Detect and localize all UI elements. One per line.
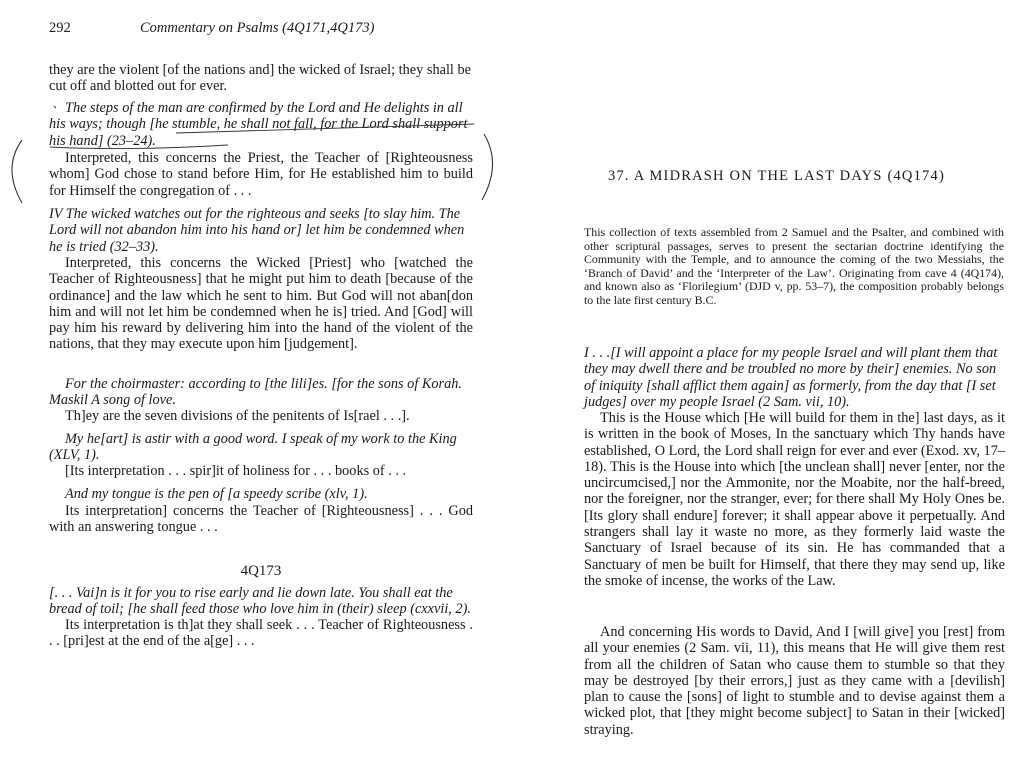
quotation: For the choirmaster: according to [the lili]es. [for the sons of Korah. Maskil A song of love.: [49, 376, 462, 409]
introduction: This collection of texts assembled from 2 Samuel and the Psalter, and combined with other scriptural passages, serves to present the sectarian doctrine identifying the Community with the Temple, and to announce the coming of the two Messiahs, the ‘Branch of David’ and the ‘Interpreter of the Law’. Originating from cave 4 (4Q174), and known also as ‘Florilegium’ (DJD v, pp. 53–7), the composition probably belongs to the late first century B.C.: [584, 225, 1004, 307]
section-heading: 37. A MIDRASH ON THE LAST DAYS (4Q174): [608, 168, 945, 184]
quotation: IV The wicked watches out for the righteous and seeks [to slay him. The Lord will not abandon him into his hand or] let him be condemned when he is tried (32–33).: [49, 206, 465, 255]
quotation: My he[art] is astir with a good word. I speak of my work to the King (XLV, 1).: [49, 431, 457, 464]
page-number: 292: [49, 20, 71, 36]
paragraph: Its interpretation is th]at they shall seek . . . Teacher of Righteousness . . . [pri]est at the end of the a[ge] . . .: [49, 617, 473, 650]
paragraph: Interpreted, this concerns the Priest, the Teacher of [Righteousness whom] God chose to stand before Him, for He established him to build for Himself the congregation of . . .: [49, 150, 473, 199]
quotation: And my tongue is the pen of [a speedy scribe (xlv, 1).: [65, 486, 368, 502]
paragraph: And concerning His words to David, And I [will give] you [rest] from all your enemies (2 Sam. vii, 11), this means that He will give them rest from all the children of Satan who cause them to stumble so that they may be destroyed [by their errors,] just as they came with a [devilish] plan to cause the [sons] of light to stumble and to devise against them a wicked plot, that [they might become subject] to Satan in their [wicked] straying.: [584, 624, 1005, 738]
quotation: I . . .[I will appoint a place for my people Israel and will plant them that they may dwell there and be troubled no more by their] enemies. No son of iniquity [shall afflict them again] as formerly, from the day that [I set judges] over my people Israel (2 Sam. vii, 10).: [584, 345, 998, 410]
quotation: [. . . Vai]n is it for you to rise early and lie down late. You shall eat the bread of toil; [he shall feed those who love him in (their) sleep (cxxvii, 2).: [49, 585, 471, 618]
paragraph: Its interpretation] concerns the Teacher of [Righteousness] . . . God with an answering tongue . . .: [49, 503, 473, 536]
paragraph: Th]ey are the seven divisions of the penitents of Is[rael . . .].: [65, 408, 410, 424]
paragraph: Interpreted, this concerns the Wicked [Priest] who [watched the Teacher of Righteousness] that he might put him to death [because of the ordinance] and the law which he sent to him. But God will not aban[don him and will not let him be condemned when he is] tried. And [God] will pay him his reward by delivering him into the hand of the violent of the nations, that they may execute upon him [judgement].: [49, 255, 473, 353]
paragraph: This is the House which [He will build for them in the] last days, as it is written in the book of Moses, In the sanctuary which Thy hands have established, O Lord, the Lord shall reign for ever and ever (Exod. xv, 17–18). This is the House into which [the unclean shall] never [enter, nor the uncircumcised,] nor the Ammonite, nor the Moabite, nor the half-breed, nor the foreigner, nor the stranger, ever; for there shall My Holy Ones be. [Its glory shall endure] forever; it shall appear above it perpetually. And strangers shall lay it waste no more, as they formerly laid waste the Sanctuary of Israel because of its sin. He has commanded that a Sanctuary of men be built for Himself, that there they may send up, like the smoke of incense, the works of the Law.: [584, 410, 1005, 589]
right-page: [516, 0, 1032, 764]
quotation: The steps of the man are confirmed by the Lord and He delights in all his ways; though [he stumble, he shall not fall, for the Lord shall support his hand] (23–24).: [49, 100, 468, 149]
paragraph: [Its interpretation . . . spir]it of holiness for . . . books of . . .: [65, 463, 407, 479]
paragraph: they are the violent [of the nations and] the wicked of Israel; they shall be cut off and blotted out for ever.: [49, 62, 471, 95]
section-subheading: 4Q173: [240, 563, 282, 579]
running-title: Commentary on Psalms (4Q171,4Q173): [140, 20, 375, 36]
